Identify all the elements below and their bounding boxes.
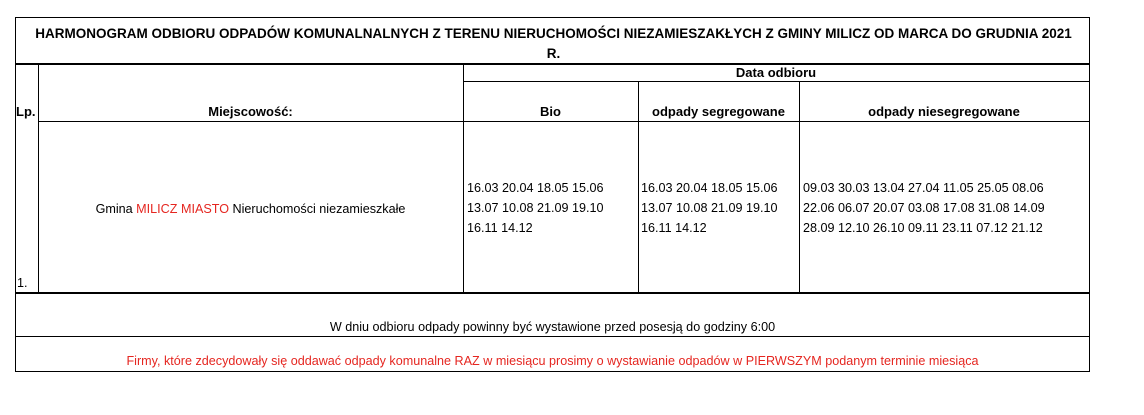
schedule-table: [15, 17, 1090, 372]
row-number: 1.: [17, 276, 28, 290]
locality-column-divider: [463, 63, 464, 292]
lp-header: Lp.: [16, 104, 36, 119]
pickup-time-note: W dniu odbioru odpady powinny być wystawione przed posesją do godziny 6:00: [329, 320, 776, 334]
locality-suffix: Nieruchomości niezamieszkałe: [229, 202, 406, 216]
monthly-pickup-warning: Firmy, które zdecydowały się oddawać odpady komunalne RAZ w miesiącu prosimy o wystawianie odpadów w PIERWSZYM podanym terminie miesiąca: [126, 354, 979, 368]
locality-cell: [38, 199, 463, 219]
unsegregated-dates-line: 28.09 12.10 26.10 09.11 23.11 07.12 21.12: [803, 221, 1043, 235]
segregated-header: odpady segregowane: [652, 104, 785, 119]
schedule-title: HARMONOGRAM ODBIORU ODPADÓW KOMUNALNALNYCH Z TERENU NIERUCHOMOŚCI NIEZAMIESZAKŁYCH Z GMINY MILICZ OD MARCA DO GRUDNIA 2021: [35, 26, 1072, 41]
unsegregated-header: odpady niesegregowane: [868, 104, 1020, 119]
bio-dates-line: 16.03 20.04 18.05 15.06: [467, 181, 604, 195]
unsegregated-dates-line: 09.03 30.03 13.04 27.04 11.05 25.05 08.06: [803, 181, 1044, 195]
segregated-dates-line: 13.07 10.08 21.09 19.10: [641, 201, 778, 215]
date-group-header: Data odbioru: [735, 65, 817, 80]
locality-prefix: Gmina: [95, 202, 137, 216]
lp-column-divider: [38, 63, 39, 292]
schedule-title-continuation: R.: [546, 46, 561, 61]
bio-dates-line: 13.07 10.08 21.09 19.10: [467, 201, 604, 215]
row-bottom-divider: [16, 292, 1089, 294]
locality-header: Miejscowość:: [208, 104, 293, 119]
unsegregated-dates-line: 22.06 06.07 20.07 03.08 17.08 31.08 14.09: [803, 201, 1045, 215]
segregated-dates-line: 16.11 14.12: [641, 221, 707, 235]
locality-name: MILICZ MIASTO: [136, 202, 230, 216]
segregated-dates-line: 16.03 20.04 18.05 15.06: [641, 181, 778, 195]
bio-dates-line: 16.11 14.12: [467, 221, 533, 235]
bio-header: Bio: [540, 104, 561, 119]
